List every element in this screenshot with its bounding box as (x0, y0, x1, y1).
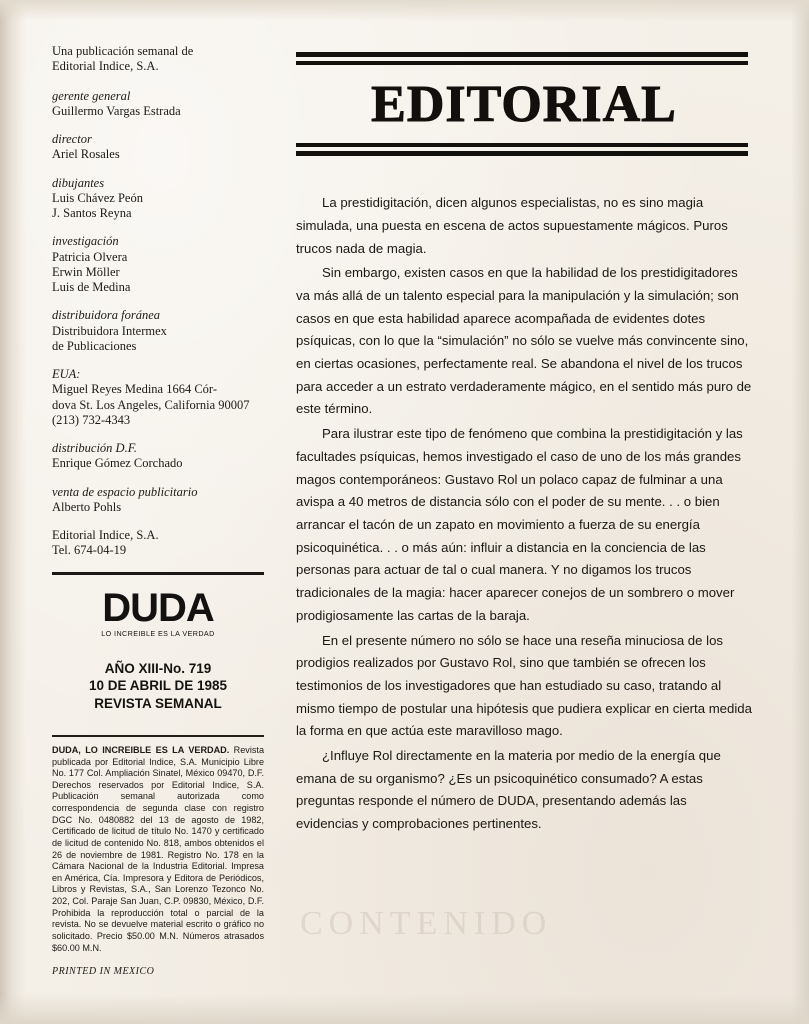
credit-gerente-general (52, 89, 270, 120)
credit-director (52, 132, 270, 163)
duda-logo-tagline: LO INCREIBLE ES LA VERDAD (101, 628, 215, 638)
publisher-lead (52, 44, 270, 75)
credit-names (52, 104, 270, 119)
publisher-name: Editorial Indice, S.A. (52, 528, 159, 542)
rule-top-outer (296, 52, 748, 57)
page-title: EDITORIAL (371, 76, 677, 133)
duda-logo (52, 585, 264, 638)
credit-dibujantes (52, 176, 270, 222)
editorial-column (296, 52, 752, 838)
credit-name: Erwin Möller (52, 264, 120, 279)
credit-venta-publicidad (52, 485, 270, 516)
issue-frequency: REVISTA SEMANAL (94, 696, 222, 712)
credit-role: distribución D.F. (52, 441, 137, 455)
editorial-body (296, 192, 752, 836)
publisher-contact (52, 528, 270, 559)
credit-role: director (52, 132, 92, 146)
divider-above-colophon (52, 735, 264, 737)
page-edge-left (0, 0, 26, 1024)
publisher-lead-line-1: Una publicación semanal de (52, 44, 194, 58)
credit-role: gerente general (52, 88, 131, 103)
credit-role: distribuidora foránea (52, 308, 160, 323)
editorial-paragraph: ¿Influye Rol directamente en la materia por medio de la energía que emana de su organismo? ¿Es un psicoquinético consumado? A estas preguntas responde el número de DUDA, presentando además las evidencias y comprobaciones pertinentes. (296, 748, 721, 832)
editorial-paragraph: La prestidigitación, dicen algunos especialistas, no es sino magia simulada, una puesta en escena de actos supuestamente mágicos. Puros trucos nada de magia. (296, 195, 728, 256)
credit-distribuidora-foranea (52, 308, 270, 354)
credit-name: J. Santos Reyna (52, 206, 132, 220)
editorial-paragraph: Sin embargo, existen casos en que la habilidad de los prestidigitadores va más allá de un talento especial para la manipulación y la simulación; son casos en que esta habilidad aparece acompañada de evidentes dotes psíquicas, con lo que la “simulación” no sólo se vuelve más convincente sino, en ciertas ocasiones, perfectamente real. Se abandona el nivel de los trucos para acceder a un estrato verdaderamente mágico, en el sentido más puro de este término. (296, 265, 752, 417)
credit-name: Luis Chávez Peón (52, 190, 143, 205)
credit-names (52, 382, 270, 428)
ghost-watermark: CONTENIDO (300, 905, 553, 942)
credit-name: Luis de Medina (52, 280, 131, 294)
printed-in-mexico: PRINTED IN MEXICO (52, 966, 155, 978)
page-edge-bottom (0, 994, 809, 1024)
credit-investigacion (52, 234, 270, 295)
credit-names (52, 147, 270, 162)
credit-name: Enrique Gómez Corchado (52, 456, 183, 471)
credit-names (52, 250, 270, 296)
editorial-paragraph: Para ilustrar este tipo de fenómeno que combina la prestidigitación y las facultades psíquicas, hemos investigado el caso de uno de los más grandes magos contemporáneos: Gustavo Rol un polaco capaz de fulminar a una avispa a 40 metros de distancia sólo con el poder de su mente. . . o bien arrancar el tacón de un zapato en movimiento a fuerza de su energía psicoquinética. . . o más aún: influir a distancia en la conciencia de las personas para actuar de tal o cual manera. Y no digamos los trucos tradicionales de la magia: hacer aparecer conejos de un sombrero o mover prodigiosamente las cartas de la baraja. (296, 426, 743, 623)
divider-above-logo (52, 572, 264, 575)
credit-name: Ariel Rosales (52, 147, 120, 162)
credit-names (52, 500, 270, 515)
issue-info (52, 660, 264, 713)
credit-distribucion-df (52, 441, 270, 472)
duda-logo-word: DUDA (102, 585, 214, 630)
issue-date: 10 DE ABRIL DE 1985 (88, 678, 228, 694)
credit-name: Miguel Reyes Medina 1664 Cór- (52, 382, 218, 397)
editorial-paragraph: En el presente número no sólo se hace una reseña minuciosa de los prodigios realizados por Gustavo Rol, sino que también se ofrecen los testimonios de los investigadores que han estudiado su caso, tratando al mismo tiempo de postular una hipótesis que pudiera explicar en cierta medida la forma en que actúa este maravilloso mago. (296, 632, 752, 739)
publisher-lead-line-2: Editorial Indice, S.A. (52, 59, 159, 74)
credit-name: Alberto Pohls (52, 499, 122, 514)
rule-top-inner (296, 61, 748, 65)
credit-name: Distribuidora Intermex (52, 323, 167, 338)
colophon (52, 745, 264, 954)
issue-year-number: AÑO XIII-No. 719 (104, 660, 212, 676)
credit-names (52, 324, 270, 355)
credit-name: Patricia Olvera (52, 249, 128, 264)
credit-name: de Publicaciones (52, 338, 137, 353)
credit-name: Guillermo Vargas Estrada (52, 103, 181, 118)
credit-name: dova St. Los Angeles, California 90007 (52, 397, 250, 412)
credit-names (52, 191, 270, 222)
credit-names (52, 456, 270, 471)
rule-bottom-inner (296, 143, 748, 147)
colophon-text: Revista publicada por Editorial Indice, S.A. Municipio Libre No. 177 Col. Ampliación Sinatel, México 09470, D.F. Derechos reservados por Editorial Indice, S.A. Publicación semanal autorizada como correspondencia de segunda clase con registro DGC No. 0480882 del 13 de agosto de 1982, Certificado de licitud de título No. 1470 y certificado de licitud de contenido No. 818, ambos obtenidos el 26 de noviembre de 1981. Registro No. 178 en la Cámara Nacional de la Industria Editorial. Impresa en América, Cía. Impresora y Editora de Periódicos, Libros y Revistas, S.A., San Lorenzo Tezonco No. 202, Col. Paraje San Juan, C.P. 09830, México, D.F. Prohibida la reproducción total o parcial de la revista. No se devuelve material escrito o gráfico no solicitado. Precio $50.00 M.N. Números atrasados $60.00 M.N. (52, 744, 265, 953)
credit-role: venta de espacio publicitario (52, 484, 198, 499)
credit-role: EUA: (52, 367, 81, 381)
publisher-contact-names (52, 528, 270, 559)
colophon-head: DUDA, LO INCREIBLE ES LA VERDAD. (52, 744, 230, 755)
credit-eua (52, 367, 270, 428)
rule-bottom-outer (296, 151, 748, 156)
masthead-column (52, 44, 270, 977)
credit-role: dibujantes (52, 175, 105, 190)
page-edge-top (0, 0, 809, 22)
page-edge-right (791, 0, 809, 1024)
publisher-phone: Tel. 674-04-19 (52, 543, 127, 558)
credit-role: investigación (52, 234, 119, 249)
credit-name: (213) 732-4343 (52, 412, 131, 427)
